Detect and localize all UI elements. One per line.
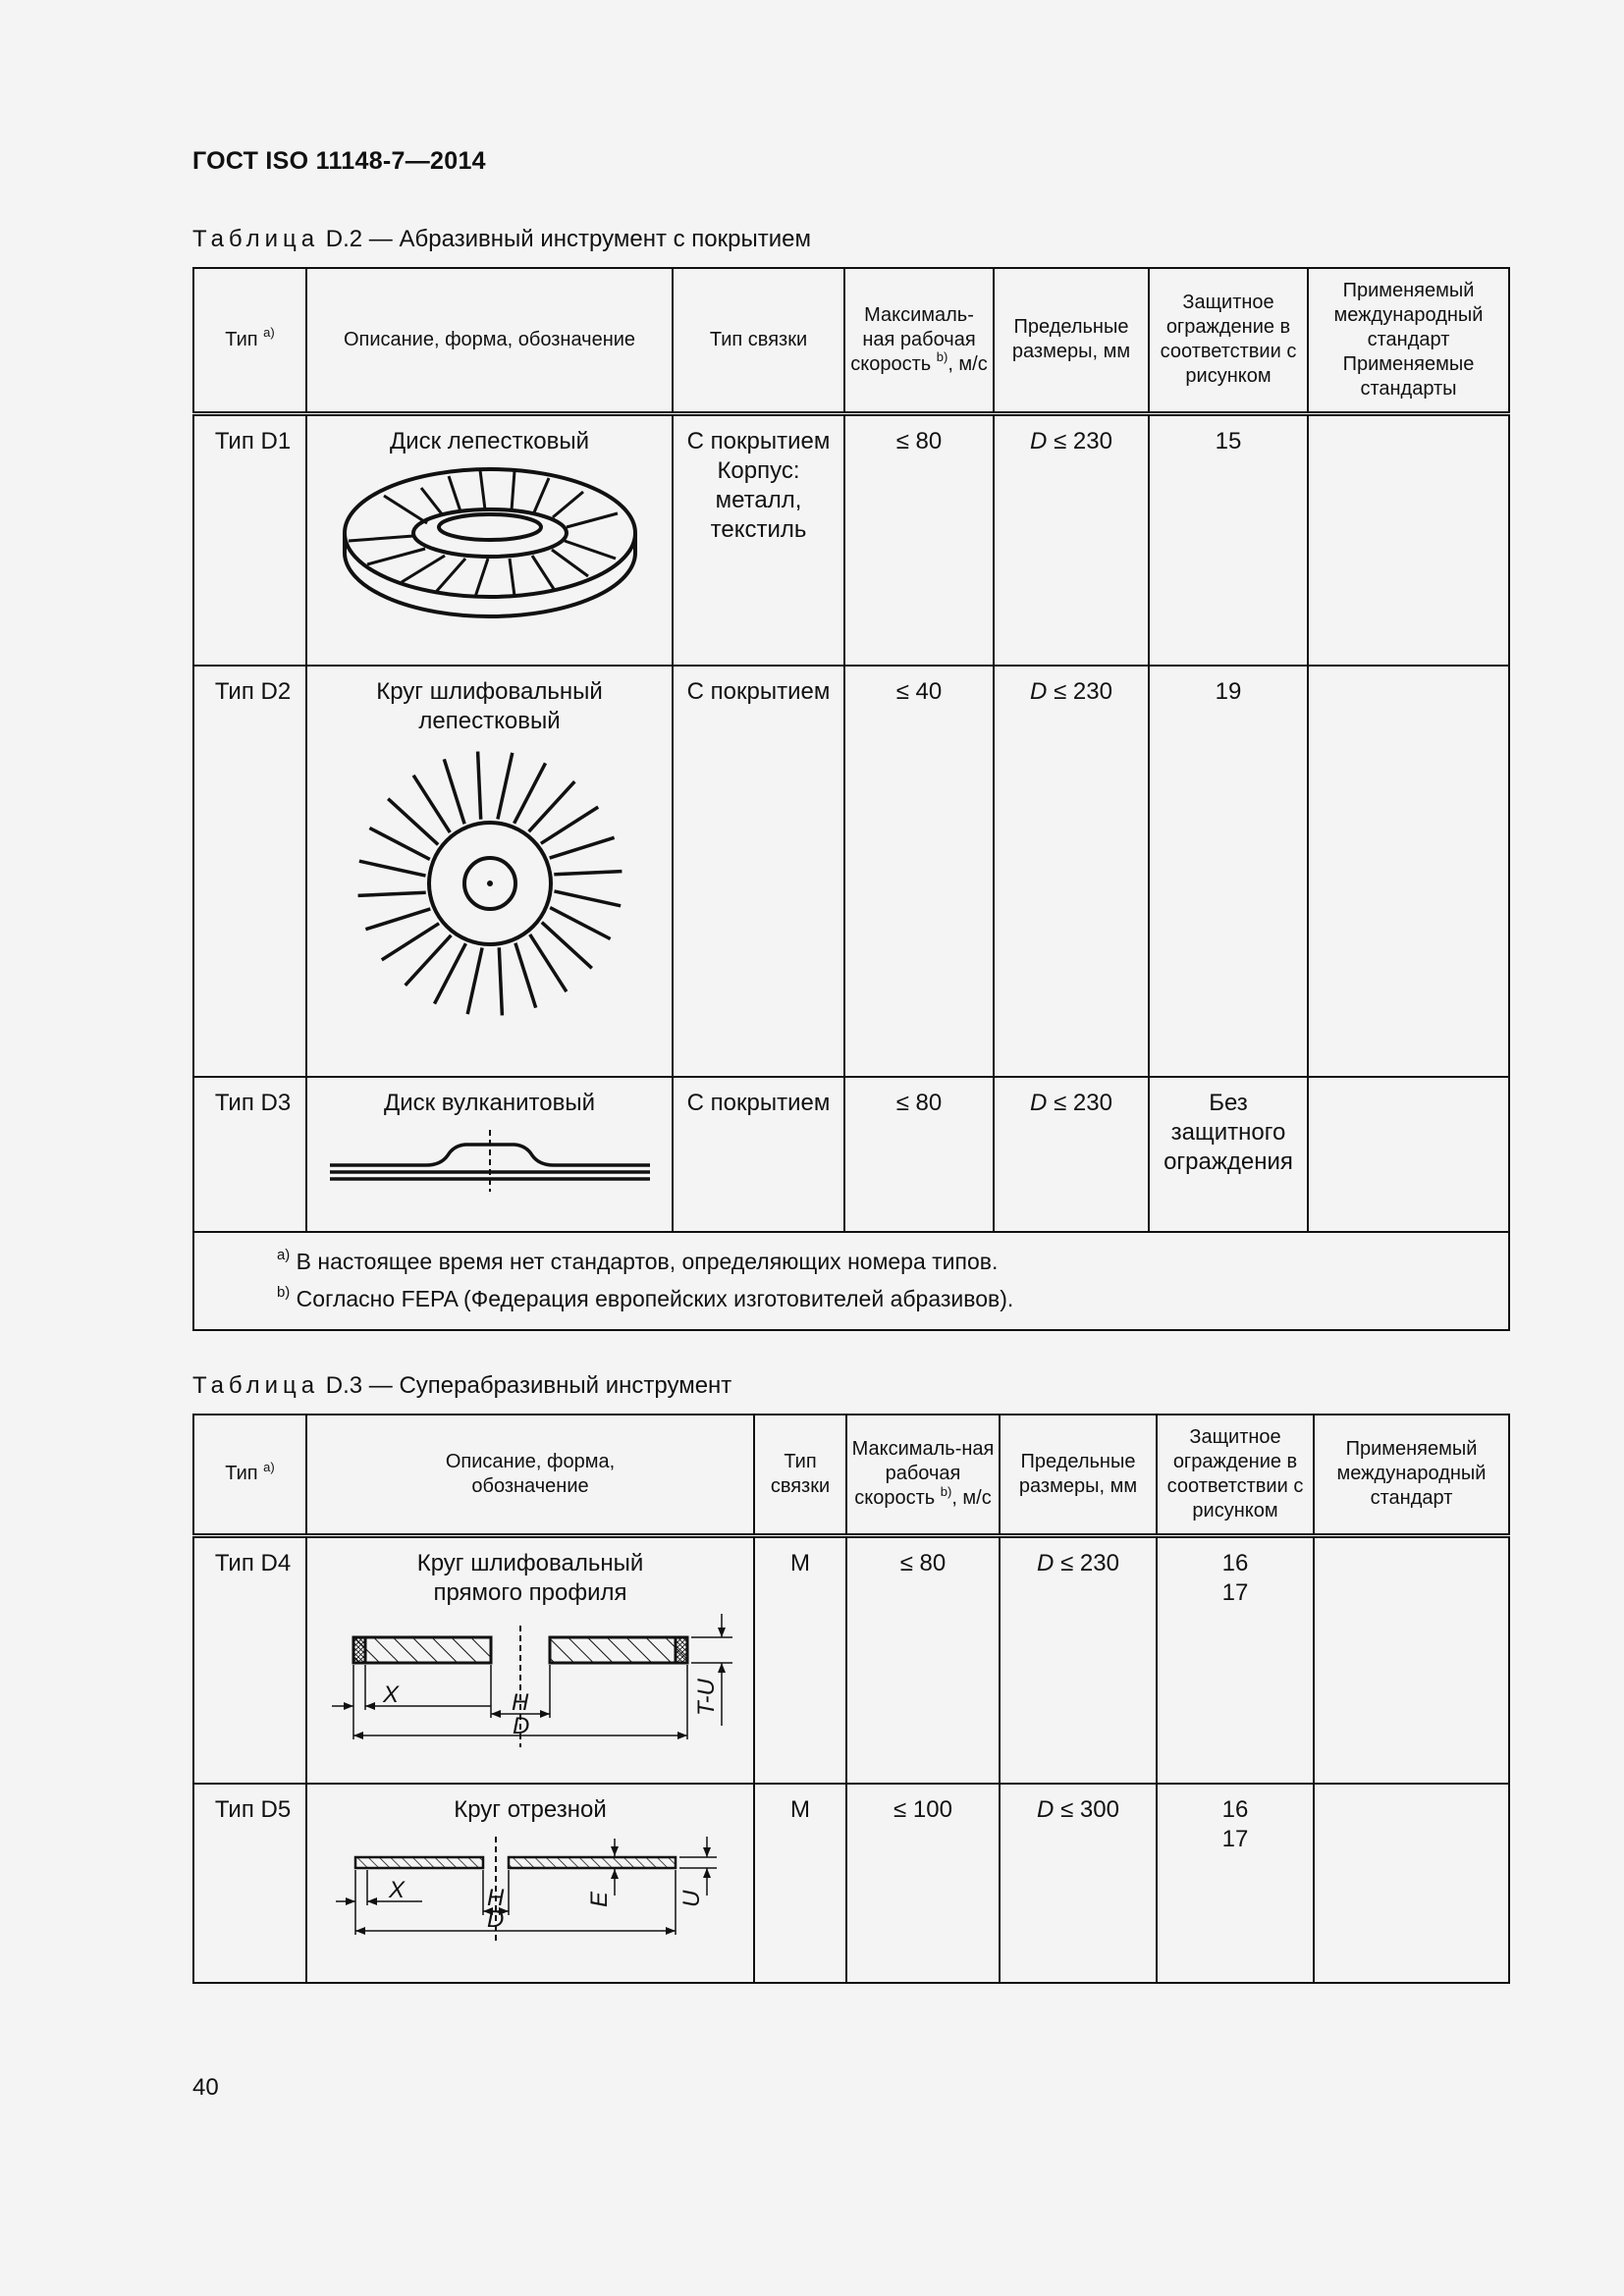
flap-spoke bbox=[514, 943, 535, 1008]
flap-spoke bbox=[554, 872, 622, 875]
cell-speed: ≤ 80 bbox=[846, 1535, 1000, 1784]
footnotes bbox=[193, 1232, 1509, 1330]
flap-spoke bbox=[549, 837, 614, 858]
label-x: X bbox=[383, 1681, 400, 1708]
cell-bond: С покрытием bbox=[673, 666, 844, 1077]
table-row bbox=[193, 413, 1509, 666]
table-row bbox=[193, 1077, 1509, 1232]
table-d2 bbox=[192, 267, 1510, 1331]
label-u: U bbox=[678, 1890, 705, 1907]
flap-spoke bbox=[528, 781, 574, 831]
cell-guard: 15 bbox=[1149, 413, 1308, 666]
label-d: D bbox=[487, 1906, 505, 1933]
flap-spoke bbox=[381, 924, 438, 960]
flap-spoke bbox=[529, 934, 566, 991]
cell-description bbox=[306, 1784, 754, 1983]
cell-size: D ≤ 230 bbox=[1000, 1535, 1157, 1784]
flap-spoke bbox=[358, 861, 425, 876]
label-h: H bbox=[512, 1688, 529, 1716]
header-guard: Защитное ограждение в соответствии с рисунком bbox=[1149, 268, 1308, 413]
cell-description bbox=[306, 1077, 673, 1232]
header-bond: Тип связки bbox=[673, 268, 844, 413]
cell-bond: С покрытием bbox=[673, 1077, 844, 1232]
flap-spoke bbox=[499, 947, 502, 1015]
cell-type: Тип D4 bbox=[193, 1535, 306, 1784]
cell-standard bbox=[1308, 666, 1509, 1077]
label-h: H bbox=[487, 1885, 505, 1911]
footnote-a: $^{а)}$ В настоящее время нет стандартов, определяющих номера типов. bbox=[277, 1247, 999, 1274]
flap-spoke bbox=[388, 799, 438, 845]
cell-standard bbox=[1314, 1535, 1509, 1784]
description-text: Круг шлифовальный прямого профиля bbox=[416, 1549, 644, 1606]
flap-spoke bbox=[444, 759, 464, 824]
flap-spoke bbox=[434, 943, 465, 1003]
header-bond: Тип связки bbox=[754, 1415, 846, 1535]
cell-type: Тип D3 bbox=[193, 1077, 306, 1232]
cell-bond: M bbox=[754, 1535, 846, 1784]
header-size: Предельные размеры, мм bbox=[994, 268, 1149, 413]
header-size: Предельные размеры, мм bbox=[1000, 1415, 1157, 1535]
header-description: Описание, форма, обозначение bbox=[306, 268, 673, 413]
cell-size: D ≤ 300 bbox=[1000, 1784, 1157, 1983]
cell-description bbox=[306, 1535, 754, 1784]
cell-bond: M bbox=[754, 1784, 846, 1983]
label-e: E bbox=[586, 1891, 613, 1907]
header-speed: Максималь-ная рабочая скорость $^{b)}$, м/с bbox=[846, 1415, 1000, 1535]
cell-standard bbox=[1308, 413, 1509, 666]
flap-spoke bbox=[541, 923, 591, 969]
header-speed: Максималь-ная рабочая скорость $^{b)}$, м/с bbox=[844, 268, 994, 413]
cell-speed: ≤ 40 bbox=[844, 666, 994, 1077]
cell-bond: С покрытием Корпус: металл, текстиль bbox=[673, 413, 844, 666]
cell-speed: ≤ 80 bbox=[844, 1077, 994, 1232]
flap-spoke bbox=[413, 775, 450, 832]
label-d: D bbox=[513, 1712, 530, 1739]
cell-size: D ≤ 230 bbox=[994, 1077, 1149, 1232]
page-number: 40 bbox=[192, 2074, 219, 2101]
table-row bbox=[193, 1535, 1509, 1784]
flap-spoke bbox=[477, 752, 480, 820]
cell-standard bbox=[1314, 1784, 1509, 1983]
description-text: Круг шлифовальный лепестковый bbox=[376, 678, 603, 734]
description-text: Диск вулканитовый bbox=[383, 1090, 596, 1116]
cell-type: Тип D1 bbox=[193, 413, 306, 666]
cell-speed: ≤ 100 bbox=[846, 1784, 1000, 1983]
cell-size: D ≤ 230 bbox=[994, 413, 1149, 666]
label-x: X bbox=[389, 1877, 406, 1903]
flap-spoke bbox=[369, 828, 429, 860]
cell-type: Тип D5 bbox=[193, 1784, 306, 1983]
table-row bbox=[193, 1784, 1509, 1983]
header-standard: Применяемый международный стандарт bbox=[1314, 1415, 1509, 1535]
cell-type: Тип D2 bbox=[193, 666, 306, 1077]
header-standard: Применяемый международный стандарт Применяемые стандарты bbox=[1308, 268, 1509, 413]
table-row bbox=[193, 666, 1509, 1077]
cell-guard: 16 17 bbox=[1157, 1535, 1314, 1784]
header-guard: Защитное ограждение в соответствии с рисунком bbox=[1157, 1415, 1314, 1535]
table-d3-caption: Таблица D.3 — Суперабразивный инструмент bbox=[192, 1372, 732, 1399]
description-text: Круг отрезной bbox=[454, 1796, 607, 1823]
cell-speed: ≤ 80 bbox=[844, 413, 994, 666]
cell-guard: 16 17 bbox=[1157, 1784, 1314, 1983]
flap-disc-icon bbox=[343, 456, 637, 638]
flap-spoke bbox=[405, 935, 451, 986]
table-d2-caption: Таблица D.2 — Абразивный инструмент с покрытием bbox=[192, 226, 811, 252]
cell-standard bbox=[1308, 1077, 1509, 1232]
cut-off-wheel-section-icon bbox=[324, 1825, 736, 1948]
flap-wheel-icon bbox=[343, 736, 637, 1021]
table-d3 bbox=[192, 1414, 1510, 1984]
flap-spoke bbox=[514, 763, 545, 823]
header-description: Описание, форма, обозначение bbox=[306, 1415, 754, 1535]
cell-guard: 19 bbox=[1149, 666, 1308, 1077]
flap-spoke bbox=[467, 948, 482, 1015]
cell-description bbox=[306, 413, 673, 666]
cell-guard: Без защитного ограждения bbox=[1149, 1077, 1308, 1232]
fibre-disc-icon bbox=[328, 1118, 652, 1192]
cell-description bbox=[306, 666, 673, 1077]
flap-spoke bbox=[497, 753, 512, 820]
description-text: Диск лепестковый bbox=[389, 427, 590, 454]
flap-spoke bbox=[357, 892, 425, 895]
header-type: Тип $^{а)}$ bbox=[193, 1415, 306, 1535]
footnote-b: $^{b)}$ Согласно FEPA (Федерация европейских изготовителей абразивов). bbox=[277, 1284, 1014, 1311]
flap-spoke bbox=[550, 908, 610, 939]
flap-spoke bbox=[540, 807, 597, 843]
flap-spoke bbox=[554, 891, 621, 906]
header-type: Тип $^{а)}$ bbox=[193, 268, 306, 413]
label-t-u: T-U bbox=[693, 1678, 720, 1716]
footnote-row bbox=[193, 1232, 1509, 1330]
flap-spoke bbox=[365, 909, 430, 930]
cell-size: D ≤ 230 bbox=[994, 666, 1149, 1077]
document-id: ГОСТ ISO 11148-7—2014 bbox=[192, 147, 486, 175]
straight-wheel-section-icon bbox=[324, 1608, 736, 1755]
